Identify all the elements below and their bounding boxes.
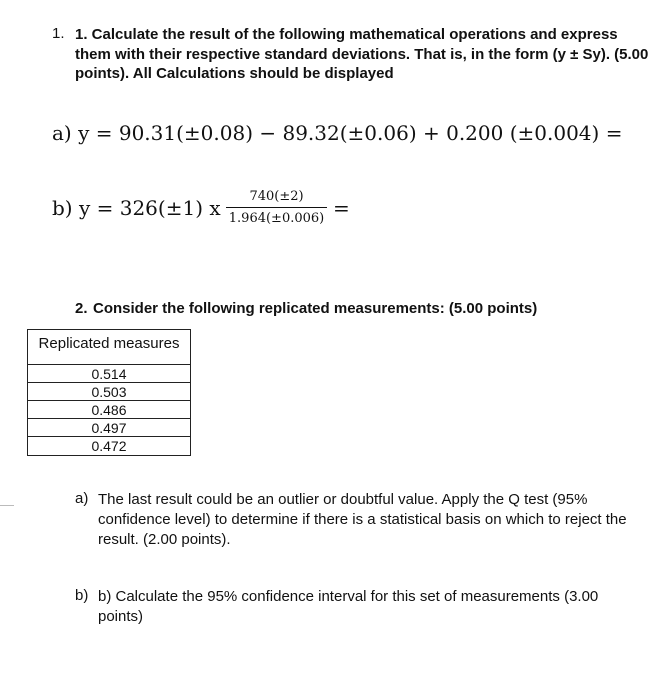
question-2-number: 2. [75,300,88,317]
fraction-numerator: 740(±2) [249,189,304,204]
equation-b-fraction [226,188,327,228]
table-row: 0.497 [28,419,190,437]
fraction-bar [226,207,327,208]
table-row: 0.503 [28,383,190,401]
equation-a: a) y = 90.31(±0.08) − 89.32(±0.06) + 0.200 (±0.004) = [52,121,623,145]
fraction-denominator: 1.964(±0.006) [228,211,325,226]
question-1-number: 1. [52,25,65,42]
equation-b-prefix: b) y = 326(±1) x [52,196,221,220]
part-b-text: b) Calculate the 95% confidence interval for this set of measurements (3.00 points) [98,588,599,625]
part-a-label: a) [75,490,89,507]
margin-mark [0,505,14,506]
table-row: 0.514 [28,365,190,383]
question-2-text: Consider the following replicated measurements: (5.00 points) [93,300,538,317]
question-1-text: 1. Calculate the result of the following mathematical operations and express them with their respective standard deviations. That is, in the form (y ± Sy). (5.00 points). All Calculations should be displayed [75,26,649,82]
part-a-text: The last result could be an outlier or doubtful value. Apply the Q test (95% confidence level) to determine if there is a statistical basis on which to reject the result. (2.00 points). [98,491,627,548]
table-row: 0.472 [91,438,127,454]
table-row: 0.486 [28,401,190,419]
equation-b-equals: = [333,196,350,220]
part-b-label: b) [75,587,89,604]
table-header: Replicated measures [28,330,190,365]
replicated-measures-table [27,329,191,456]
